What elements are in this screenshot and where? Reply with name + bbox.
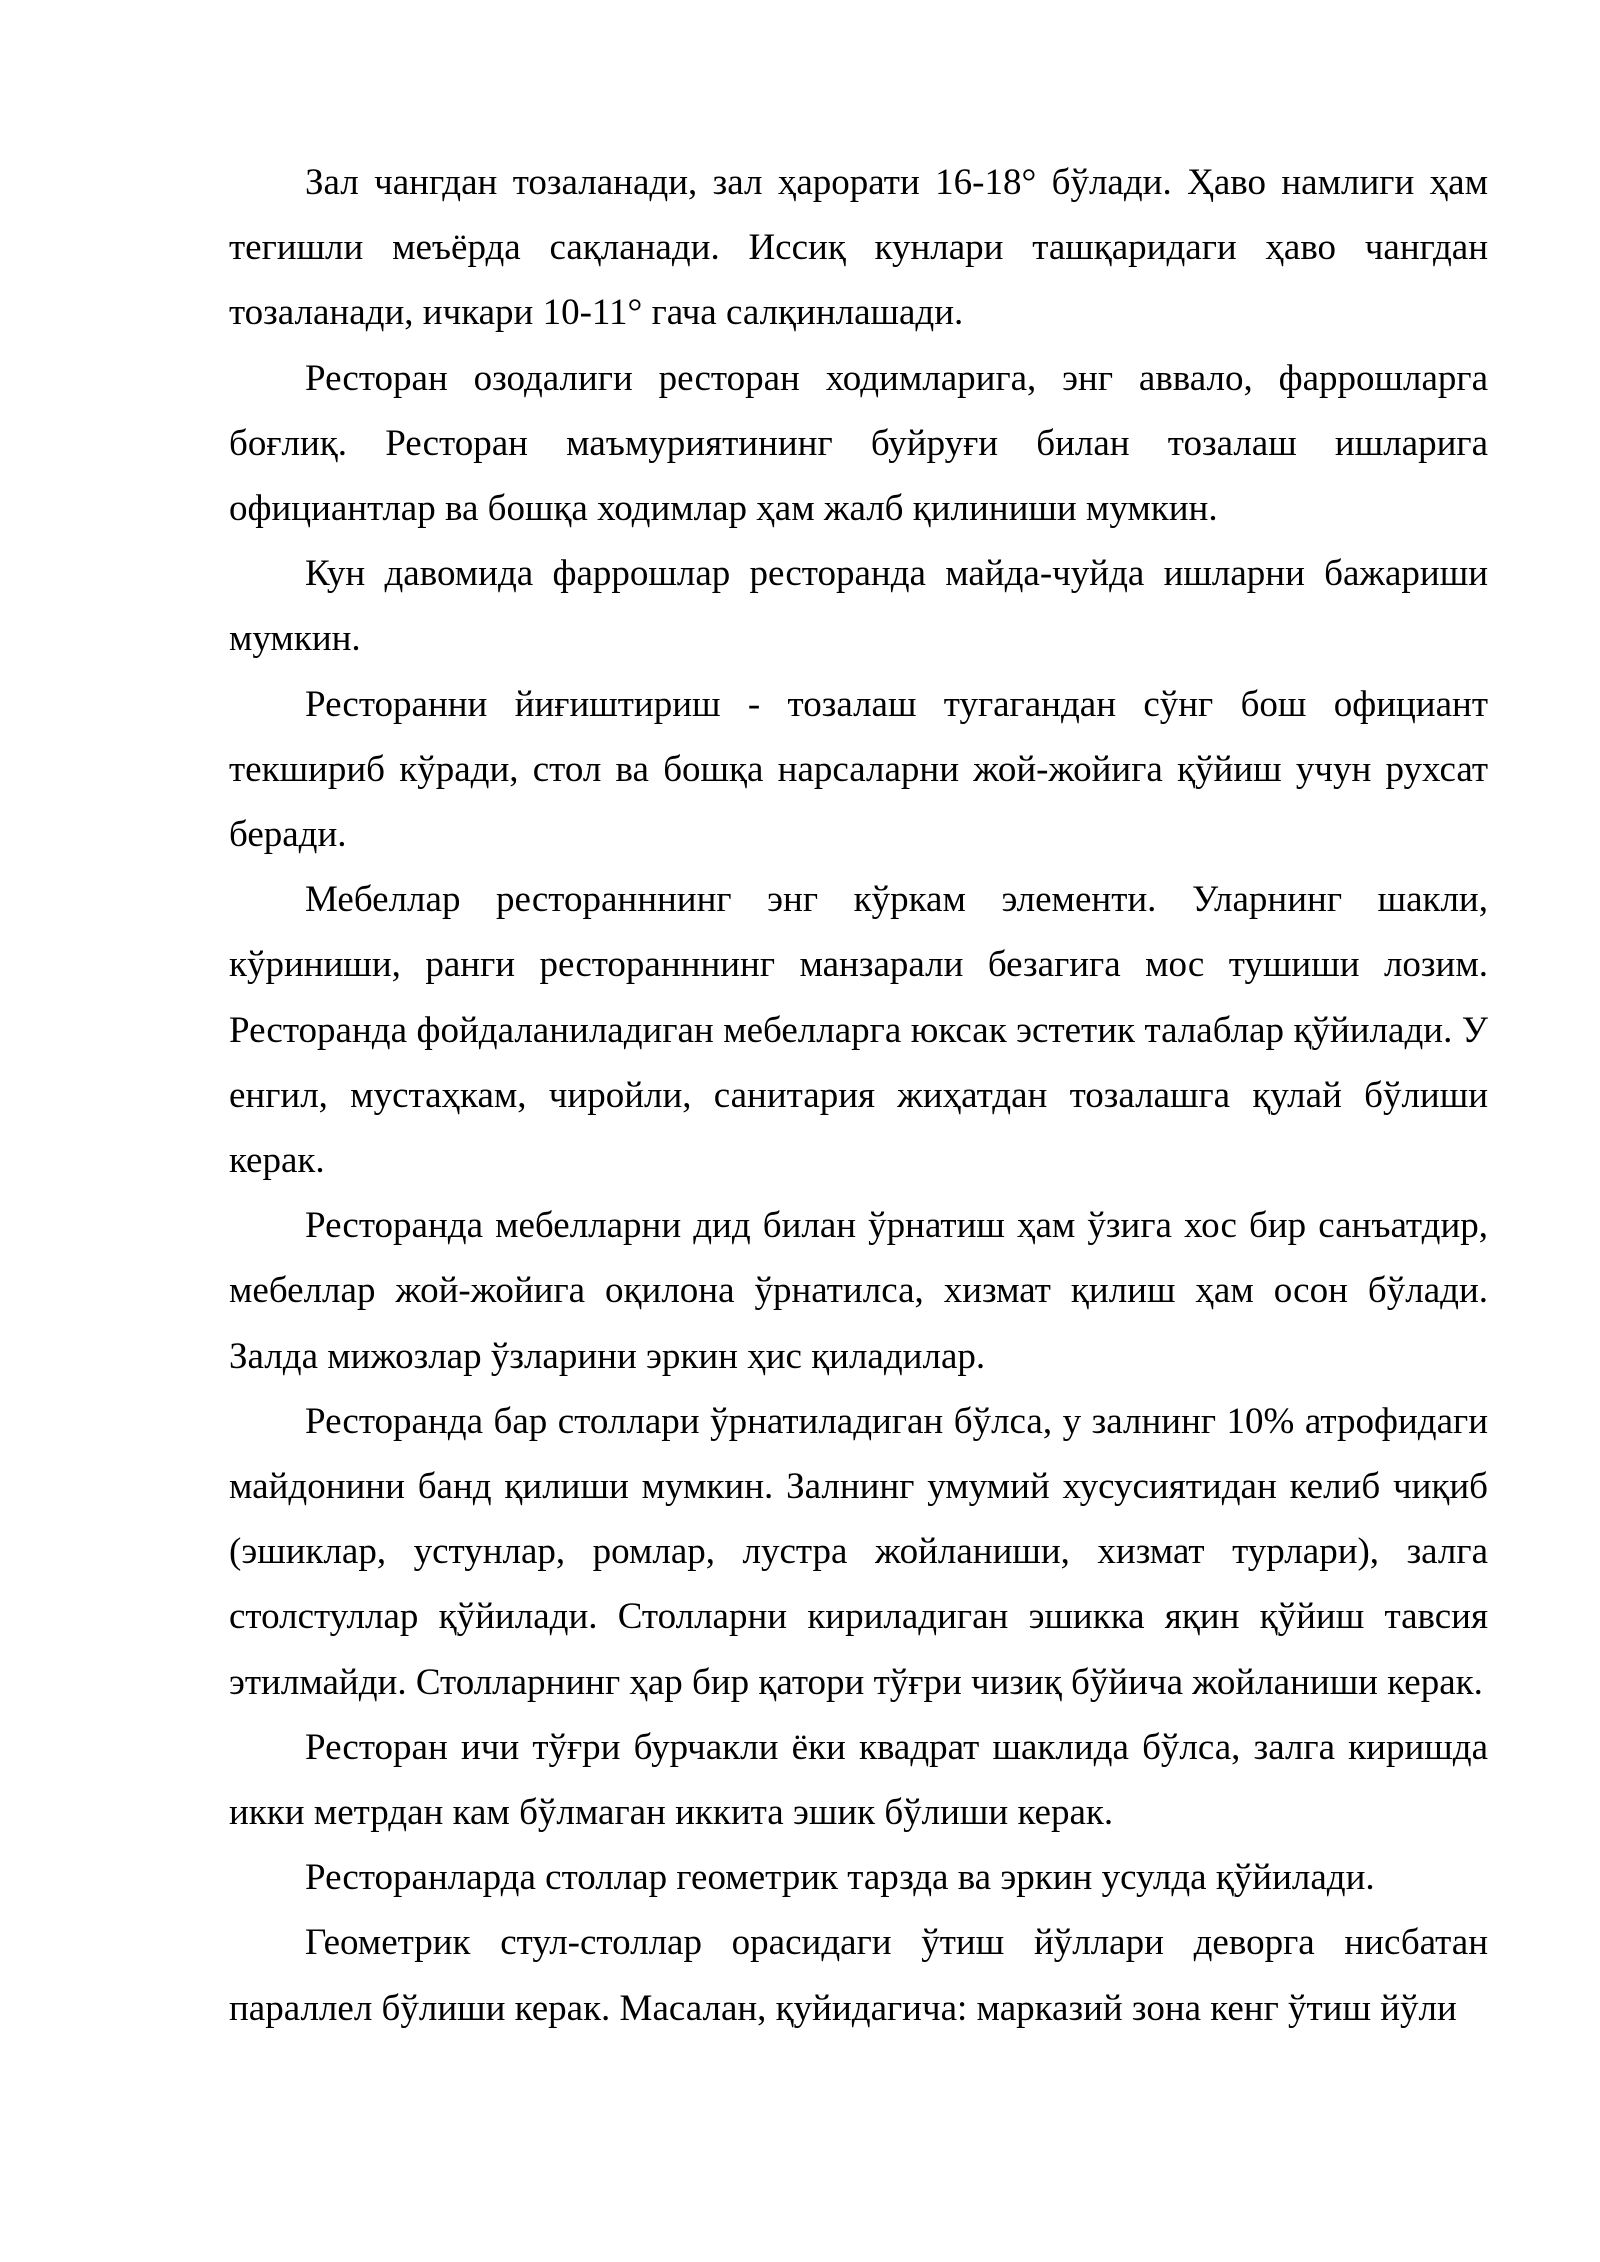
paragraph-hall-temperature: Зал чангдан тозаланади, зал ҳарорати 16-18° бўлади. Ҳаво намлиги ҳам тегишли меъёрда сақланади. Иссиқ кунлари ташқаридаги ҳаво чангдан тозаланади, ичкари 10-11° гача салқинлашади.	[229, 162, 1488, 334]
paragraph-bar-tables: Ресторанда бар столлари ўрнатиладиган бўлса, у залнинг 10% атрофидаги майдонини банд қилиши мумкин. Залнинг умумий хусусиятидан келиб чиқиб (эшиклар, устунлар, ромлар, лустра жойланиши, хизмат турлари), залга столстуллар қўйилади. Столларни кириладиган эшикка яқин қўйиш тавсия этилмайди. Столларнинг ҳар бир қатори тўғри чизиқ бўйича жойланиши керак.	[229, 1400, 1488, 1703]
paragraph-room-shape-doors: Ресторан ичи тўғри бурчакли ёки квадрат шаклида бўлса, залга киришда икки метрдан кам бўлмаган иккита эшик бўлиши керак.	[229, 1726, 1488, 1834]
paragraph-furniture-elements: Мебеллар ресторанннинг энг кўркам элементи. Уларнинг шакли, кўриниши, ранги ресторанннинг манзарали безагига мос тушиши лозим. Ресторанда фойдаланиладиган мебелларга юксак эстетик талаблар қўйилади. У енгил, мустаҳкам, чиройли, санитария жиҳатдан тозалашга қулай бўлиши керак.	[229, 879, 1488, 1182]
paragraph-table-placement-methods: Ресторанларда столлар геометрик тарзда ва эркин усулда қўйилади.	[305, 1857, 1375, 1899]
paragraph-furniture-arrangement: Ресторанда мебелларни дид билан ўрнатиш ҳам ўзига хос бир санъатдир, мебеллар жой-жойига оқилона ўрнатилса, хизмат қилиш ҳам осон бўлади. Залда мижозлар ўзларини эркин ҳис қиладилар.	[229, 1205, 1488, 1377]
paragraph-daily-cleaning: Кун давомида фаррошлар ресторанда майда-чуйда ишларни бажариши мумкин.	[229, 553, 1488, 660]
paragraph-geometric-placement: Геометрик стул-столлар орасидаги ўтиш йўллари деворга нисбатан параллел бўлиши керак. Масалан, қуйидагича: марказий зона кенг ўтиш йўли	[229, 1922, 1488, 2029]
paragraph-head-waiter-check: Ресторанни йиғиштириш - тозалаш тугагандан сўнг бош официант текшириб кўради, стол ва бошқа нарсаларни жой-жойига қўйиш учун рухсат беради.	[229, 683, 1488, 856]
paragraph-restaurant-cleanliness: Ресторан озодалиги ресторан ходимларига, энг аввало, фаррошларга боғлиқ. Ресторан маъмуриятининг буйруғи билан тозалаш ишларига официантлар ва бошқа ходимлар ҳам жалб қилиниши мумкин.	[229, 357, 1488, 530]
